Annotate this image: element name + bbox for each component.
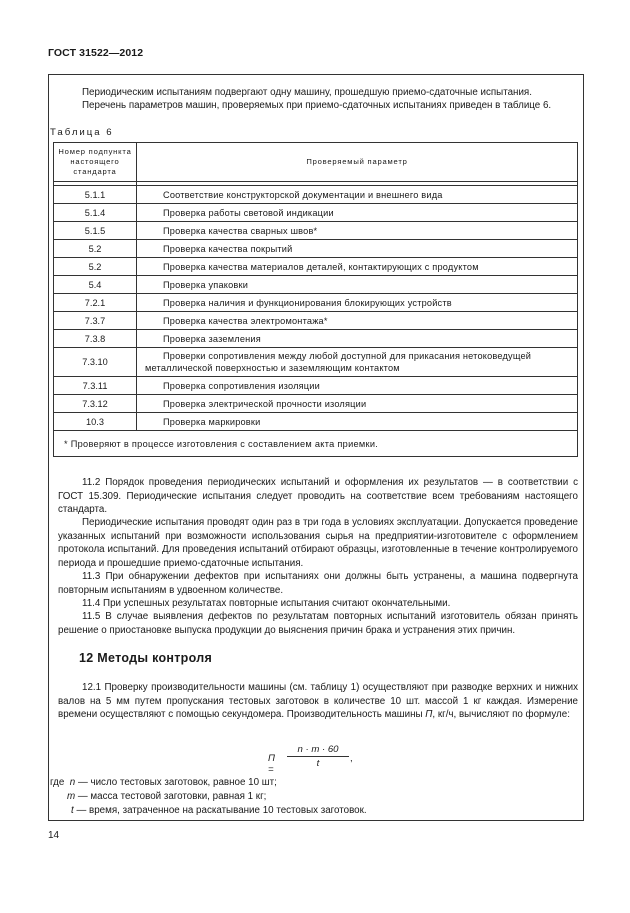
table-row: 7.3.12 Проверка электрической прочности изоляции xyxy=(54,395,578,413)
table-row: 7.3.7 Проверка качества электромонтажа* xyxy=(54,312,578,330)
table-row: 7.3.11 Проверка сопротивления изоляции xyxy=(54,377,578,395)
legend-t: t — время, затраченное на раскатывание 10 тестовых заготовок. xyxy=(71,805,367,816)
table-caption: Таблица 6 xyxy=(50,127,114,138)
table-row: 5.4 Проверка упаковки xyxy=(54,276,578,294)
table-row: 5.1.1 Соответствие конструкторской документации и внешнего вида xyxy=(54,186,578,204)
column-header-number: Номер подпункта настоящего стандарта xyxy=(54,143,137,182)
formula-lhs: П = xyxy=(268,753,275,775)
table-row: 7.3.10 Проверки сопротивления между любой доступной для прикасания нетоковедущей металлической поверхностью и заземляющим контактом xyxy=(54,348,578,377)
table-header-row xyxy=(54,143,578,182)
paragraph-periodic-tests: Периодические испытания проводят один раз в три года в условиях эксплуатации. Допускается проведение указанных испытаний при возможности использования сырья на предприятии-изготовителе с оформлением протокола испытаний. Для проведения испытаний отбирают образцы, изготовленные в течение контролируемого периода и прошедшие приемо-сдаточные испытания. xyxy=(58,517,578,569)
parameters-table xyxy=(53,142,578,457)
table-footnote-row xyxy=(54,431,578,457)
legend-n: где n — число тестовых заготовок, равное 10 шт; xyxy=(50,777,277,788)
table-row: 5.2 Проверка качества материалов деталей, контактирующих с продуктом xyxy=(54,258,578,276)
page-number: 14 xyxy=(48,830,60,841)
table-row: 5.1.5 Проверка качества сварных швов* xyxy=(54,222,578,240)
table-footnote: * Проверяют в процессе изготовления с составлением акта приемки. xyxy=(54,431,578,457)
paragraph-11-5: 11.5 В случае выявления дефектов по результатам повторных испытаний изготовитель обязан принять решение о приостановке выпуска продукции до выяснения причин брака и устранения этих причин. xyxy=(58,611,578,636)
formula-denominator: t xyxy=(316,758,320,769)
intro-paragraph-1: Периодическим испытаниям подвергают одну машину, прошедшую приемо-сдаточные испытания. xyxy=(82,87,532,98)
paragraph-11-3: 11.3 При обнаружении дефектов при испытаниях они должны быть устранены, а машина подвергнута повторным испытаниям в удвоенном количестве. xyxy=(58,571,578,596)
formula-numerator: n · m · 60 xyxy=(287,744,349,757)
intro-paragraph-2: Перечень параметров машин, проверяемых при приемо-сдаточных испытаниях приведен в таблице 6. xyxy=(82,100,552,111)
paragraph-12-1: 12.1 Проверку производительности машины (см. таблицу 1) осуществляют при разводке верхних и нижних валов на 5 мм путем пропускания тестовых заготовок в количестве 10 шт. массой 1 кг каждая. Измерение времени осуществляют с помощью секундомера. Производительность машины П, кг/ч, вычисляют по формуле: xyxy=(58,682,578,720)
document-id: ГОСТ 31522—2012 xyxy=(48,47,144,59)
table-row: 5.2 Проверка качества покрытий xyxy=(54,240,578,258)
table-row: 7.3.8 Проверка заземления xyxy=(54,330,578,348)
table-row: 5.1.4 Проверка работы световой индикации xyxy=(54,204,578,222)
legend-m: m — масса тестовой заготовки, равная 1 кг; xyxy=(67,791,267,802)
paragraph-11-4: 11.4 При успешных результатах повторные испытания считают окончательными. xyxy=(82,598,451,609)
table-row: 10.3 Проверка маркировки xyxy=(54,413,578,431)
section-12-heading: 12 Методы контроля xyxy=(79,651,213,665)
table-row: 7.2.1 Проверка наличия и функционирования блокирующих устройств xyxy=(54,294,578,312)
paragraph-11-2: 11.2 Порядок проведения периодических испытаний и оформления их результатов — в соответствии с ГОСТ 15.309. Периодические испытания следует проводить на соответствие всем требованиям настоящего стандарта. xyxy=(58,477,578,515)
column-header-parameter: Проверяемый параметр xyxy=(137,143,578,182)
formula-comma: , xyxy=(350,753,353,764)
formula-fraction xyxy=(287,744,349,769)
